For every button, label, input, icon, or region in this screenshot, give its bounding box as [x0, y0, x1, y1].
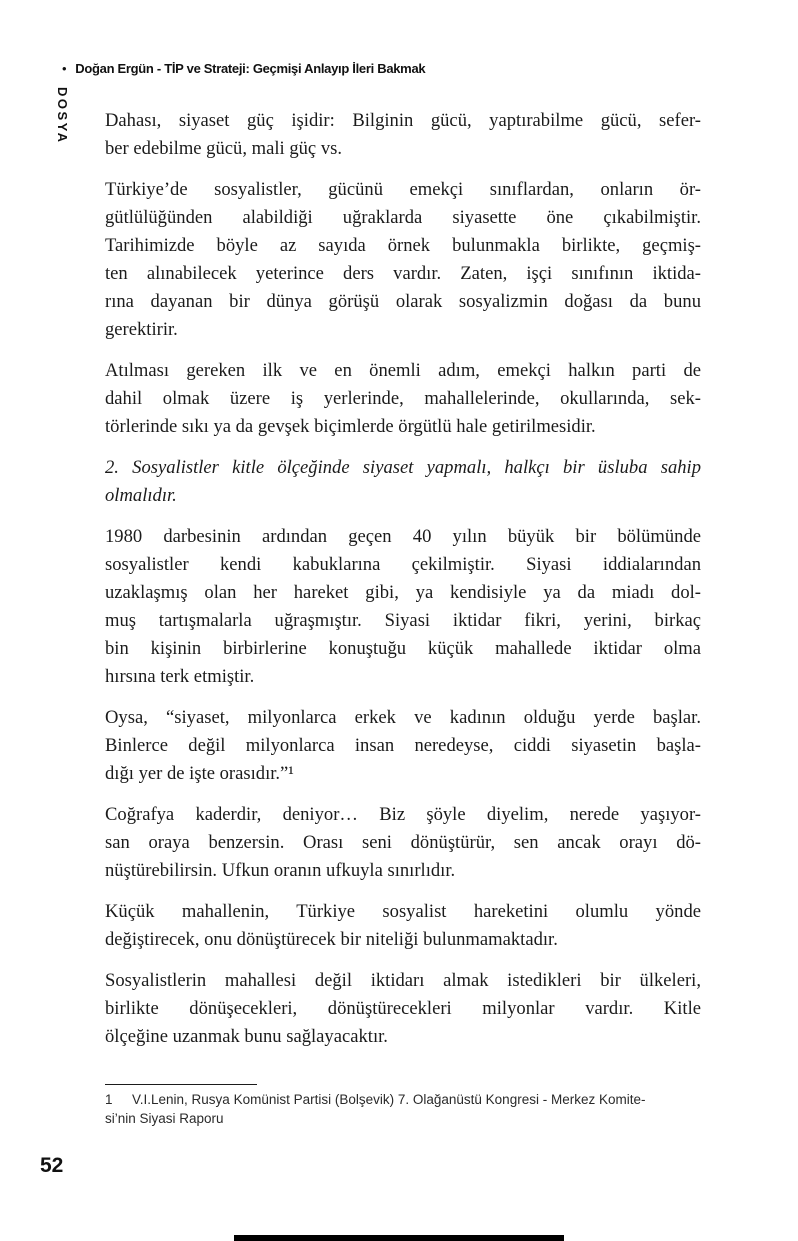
footnote — [105, 1091, 701, 1128]
section-label-dosya: DOSYA — [55, 87, 70, 145]
header-book-title: TİP ve Strateji: Geçmişi Anlayıp İleri Bakmak — [164, 61, 426, 76]
text-line: ten alınabilecek yeterince ders vardır. Zaten, işçi sınıfının iktida- — [105, 263, 701, 284]
header-author: Doğan Ergün - — [75, 61, 165, 76]
footnote-divider — [105, 1084, 257, 1085]
body-text — [105, 107, 701, 1064]
text-line: muş tartışmalarla uğraşmıştır. Siyasi iktidar fikri, yerini, birkaç — [105, 610, 701, 631]
paragraph — [105, 801, 701, 885]
text-line: dığı yer de işte orasıdır.”¹ — [105, 763, 294, 784]
footnote-text: V.I.Lenin, Rusya Komünist Partisi (Bolşevik) 7. Olağanüstü Kongresi - Merkez Komite- — [132, 1092, 646, 1107]
paragraph — [105, 523, 701, 691]
text-line: 1980 darbesinin ardından geçen 40 yılın büyük bir bölümünde — [105, 526, 701, 547]
text-line: değiştirecek, onu dönüştürecek bir niteliği bulunmamaktadır. — [105, 929, 558, 950]
bottom-black-bar — [234, 1235, 564, 1241]
text-line: gerektirir. — [105, 319, 178, 340]
footnote-line: si’nin Siyasi Raporu — [105, 1110, 224, 1126]
text-line: Oysa, “siyaset, milyonlarca erkek ve kadının olduğu yerde başlar. — [105, 707, 701, 728]
text-line: dahil olmak üzere iş yerlerinde, mahallelerinde, okullarında, sek- — [105, 388, 701, 409]
text-line: hırsına terk etmiştir. — [105, 666, 255, 687]
text-line: Atılması gereken ilk ve en önemli adım, emekçi halkın parti de — [105, 360, 701, 381]
text-line: ber edebilme gücü, mali güç vs. — [105, 138, 342, 159]
paragraph — [105, 967, 701, 1051]
running-header — [62, 61, 425, 76]
text-line: Tarihimizde böyle az sayıda örnek bulunmakla birlikte, geçmiş- — [105, 235, 701, 256]
text-line: Sosyalistlerin mahallesi değil iktidarı almak istedikleri bir ülkeleri, — [105, 970, 701, 991]
text-line: 2. Sosyalistler kitle ölçeğinde siyaset yapmalı, halkçı bir üsluba sahip — [105, 457, 701, 478]
paragraph-italic-subhead — [105, 454, 701, 510]
text-line: uzaklaşmış olan her hareket gibi, ya kendisiyle ya da miadı dol- — [105, 582, 701, 603]
paragraph — [105, 107, 701, 163]
text-line: Binlerce değil milyonlarca insan neredeyse, ciddi siyasetin başla- — [105, 735, 701, 756]
paragraph — [105, 357, 701, 441]
text-line: gütlülüğünden alabildiği uğraklarda siyasette öne çıkabilmiştir. — [105, 207, 701, 228]
text-line: olmalıdır. — [105, 485, 177, 506]
text-line: sosyalistler kendi kabuklarına çekilmiştir. Siyasi iddialarından — [105, 554, 701, 575]
footnote-marker: 1 — [105, 1092, 113, 1107]
text-line: ölçeğine uzanmak bunu sağlayacaktır. — [105, 1026, 388, 1047]
paragraph — [105, 898, 701, 954]
paragraph — [105, 704, 701, 788]
text-line: Küçük mahallenin, Türkiye sosyalist hareketini olumlu yönde — [105, 901, 701, 922]
text-line: Coğrafya kaderdir, deniyor… Biz şöyle diyelim, nerede yaşıyor- — [105, 804, 701, 825]
text-line: törlerinde sıkı ya da gevşek biçimlerde örgütlü hale getirilmesidir. — [105, 416, 596, 437]
text-line: birlikte dönüşecekleri, dönüştürecekleri milyonlar vardır. Kitle — [105, 998, 701, 1019]
header-bullet: • — [62, 61, 67, 76]
page-number: 52 — [40, 1154, 64, 1177]
text-line: bin kişinin birbirlerine konuştuğu küçük mahallede iktidar olma — [105, 638, 701, 659]
text-line: Dahası, siyaset güç işidir: Bilginin gücü, yaptırabilme gücü, sefer- — [105, 110, 701, 131]
text-line: rına dayanan bir dünya görüşü olarak sosyalizmin doğası da bunu — [105, 291, 701, 312]
text-line: nüştürebilirsin. Ufkun oranın ufkuyla sınırlıdır. — [105, 860, 456, 881]
footnote-line — [105, 1091, 701, 1110]
text-line: san oraya benzersin. Orası seni dönüştürür, sen ancak orayı dö- — [105, 832, 701, 853]
paragraph — [105, 176, 701, 344]
text-line: Türkiye’de sosyalistler, gücünü emekçi sınıflardan, onların ör- — [105, 179, 701, 200]
